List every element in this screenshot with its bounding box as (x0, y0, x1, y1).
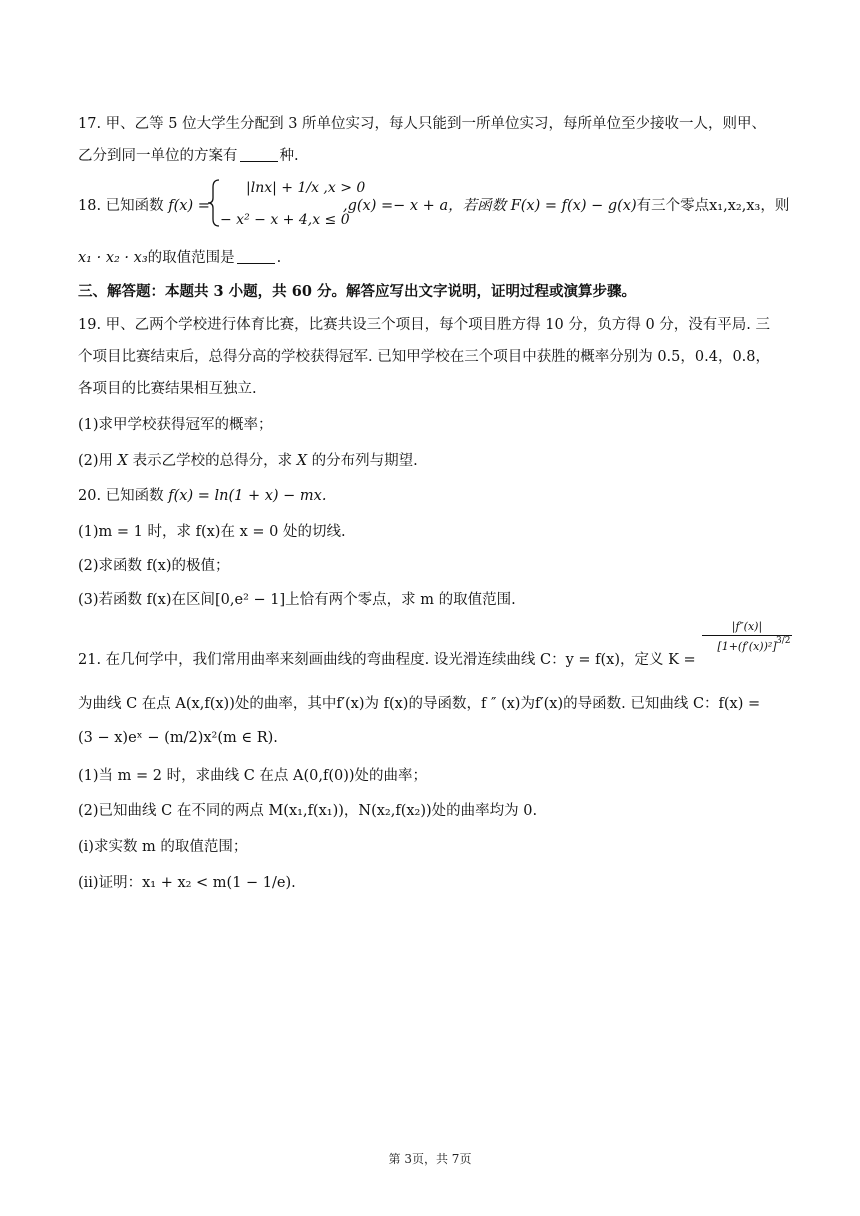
q18-case2: − x² − x + 4,x ≤ 0 (220, 212, 350, 228)
q17-line2-tail: 种. (279, 148, 299, 164)
q18-case1: |lnx| + 1/x ,x > 0 (246, 180, 366, 196)
q21-line1: 21. 在几何学中，我们常用曲率来刻画曲线的弯曲程度. 设光滑连续曲线 C：y = f(x)，定义 K = (78, 652, 696, 668)
q19-line2: 个项目比赛结束后，总得分高的学校获得冠军. 已知甲学校在三个项目中获胜的概率分别为 0.5，0.4，0.8， (78, 349, 771, 365)
curvature-denominator: [1+(f′(x))²] (717, 640, 777, 653)
q17-line1: 17. 甲、乙等 5 位大学生分配到 3 所单位实习，每人只能到一所单位实习，每所单位至少接收一人，则甲、 (78, 116, 767, 132)
q18-line1 (78, 196, 210, 216)
q21-part2i: (i)求实数 m 的取值范围； (78, 839, 248, 855)
q18-prefix: 18. 已知函数 (78, 198, 164, 214)
q19-part2 (78, 451, 418, 471)
q19-part2-a: (2)用 (78, 453, 114, 469)
page-footer: 第 3页，共 7页 (388, 1152, 472, 1166)
q20-stem (78, 486, 326, 506)
curvature-exponent: 3/2 (776, 636, 791, 646)
q18-suffix: 有三个零点x₁,x₂,x₃，则 (636, 198, 790, 214)
q19-part1: (1)求甲学校获得冠军的概率； (78, 417, 273, 433)
q20-part3: (3)若函数 f(x)在区间[0,e² − 1]上恰有两个零点，求 m 的取值范围. (78, 592, 516, 608)
q19-line3: 各项目的比赛结果相互独立. (78, 381, 257, 397)
q20-stem-text: 20. 已知函数 (78, 488, 164, 504)
q19-part2-c: 表示乙学校的总得分，求 (132, 453, 293, 469)
q20-part2: (2)求函数 f(x)的极值； (78, 558, 230, 574)
q21-part1: (1)当 m = 2 时，求曲线 C 在点 A(0,f(0))处的曲率； (78, 768, 428, 784)
q18-F-def: F(x) = f(x) − g(x) (510, 198, 637, 214)
q20-part1: (1)m = 1 时，求 f(x)在 x = 0 处的切线. (78, 524, 346, 540)
q17-line2 (78, 146, 299, 166)
q21-line2: 为曲线 C 在点 A(x,f(x))处的曲率，其中f′(x)为 f(x)的导函数，f ″ (x)为f′(x)的导函数. 已知曲线 C：f(x) = (78, 696, 761, 712)
q18-g-def: ,g(x) =− x + a，若函数 (343, 198, 507, 214)
q21-part2: (2)已知曲线 C 在不同的两点 M(x₁,f(x₁))，N(x₂,f(x₂))处的曲率均为 0. (78, 803, 538, 819)
q18-period: . (276, 250, 282, 266)
q19-line1: 19. 甲、乙两个学校进行体育比赛，比赛共设三个项目，每个项目胜方得 10 分，负方得 0 分，没有平局. 三 (78, 317, 770, 333)
q20-function: f(x) = ln(1 + x) − mx. (168, 488, 327, 504)
curvature-numerator: |f″(x)| (702, 620, 792, 636)
answer-blank (240, 147, 278, 162)
q18-f-def: f(x) = (168, 198, 210, 214)
q18-product: x₁ · x₂ · x₃ (78, 250, 148, 266)
q18-line2 (78, 248, 281, 268)
q21-part2ii: (ii)证明：x₁ + x₂ < m(1 − 1/e). (78, 875, 296, 891)
q18-range-text: 的取值范围是 (147, 250, 235, 266)
q21-line3: (3 − x)eˣ − (m/2)x²(m ∈ R). (78, 730, 278, 746)
answer-blank (237, 249, 275, 264)
q19-part2-e: 的分布列与期望. (311, 453, 418, 469)
q18-rest (343, 196, 789, 216)
q19-var-x: X (117, 453, 128, 469)
q17-line2-text: 乙分到同一单位的方案有 (78, 148, 238, 164)
q19-var-x-2: X (296, 453, 308, 469)
section-heading: 三、解答题：本题共 3 小题，共 60 分。解答应写出文字说明，证明过程或演算步骤。 (78, 283, 636, 300)
